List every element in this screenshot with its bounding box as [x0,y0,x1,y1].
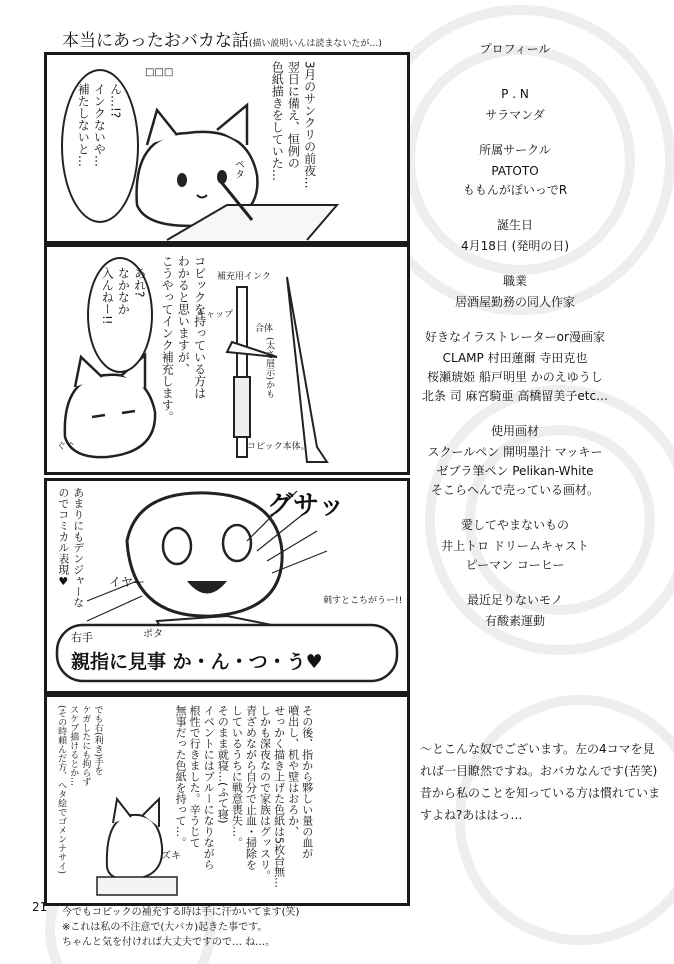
artists-label: 好きなイラストレーターor漫画家 [425,330,605,344]
comic-panel-4 [44,694,410,906]
circle-label: 所属サークル [479,143,551,157]
pen-name-label: P . N [501,87,529,101]
pen-name-value: サラマンダ [485,108,545,122]
panel-3-sfx-pota: ポタ [143,629,163,640]
panel-1-sfx-peta: ペタ [232,159,244,179]
loves-line-1: 井上トロ ドリームキャスト [441,539,589,553]
profile-heading: プロフィール [479,42,551,56]
artists-line-2: 桜瀬琥姫 船戸明里 かのえゆうし [427,370,603,384]
artists-line-3: 北条 司 麻宮騎亜 高橋留美子etc… [421,389,609,403]
artists-line-1: CLAMP 村田蓮爾 寺田克也 [442,351,588,365]
panel-3-sfx-iyaa: イヤー [109,575,146,589]
panel-2-label-ink: 補充用インク [217,272,271,282]
page-number: 21 [32,900,48,914]
birthday-value: 4月18日 (発明の日) [460,239,570,253]
panel-2-label-body: 合体 [255,324,274,334]
lacking-label: 最近足りないモノ [467,593,563,607]
strip-title-text: 本当にあったおバカな話 [62,31,249,50]
panel-2-label-note: (太さ展示)かも [264,337,275,399]
loves-label: 愛してやまないもの [460,518,569,532]
tools-line-2: ゼブラ筆ペン Pelikan-White [436,464,594,478]
panel-4-narration-2: でも右(利き)手を ケガしたにも拘らず スケブ描けるとか… (その時頼んだ方、へタ絵でゴメンナサイ) [56,705,103,875]
profile-column [380,40,650,647]
panel-2-speech: あれ? なかなか 入んねー!! [100,267,147,325]
panel-4-narration: その後、指から夥しい量の血が 噴出し、机や壁はおろか、 せっかく描き上げた色紙は5枚台無… しかも深夜なので家族はグッスリ。 青ざめながら自分で止血・掃除を しているうちに戦意喪失…。 そのまま就寝…(ふて寝) イベントにはブルーになりながら 根性で行きました。辛うじて 無事だった色紙を持って…。 [174,705,314,888]
comic-panel-3 [44,478,410,694]
panel-1-sfx-ddd: □□□ [145,67,174,78]
strip-title-note: (描い説明いんは読まないたが…) [248,39,382,49]
job-value: 居酒屋勤務の同人作家 [454,295,575,309]
tools-line-1: スクールペン 開明墨汁 マッキー [427,445,603,459]
panel-3-sfx-gusatsu: グサッ [267,491,345,521]
panel-2-narration: コピックを持っている方は わかると思いますが、 こうやってインク補充します。 [160,255,207,423]
circle-value-2: ももんがぽいっでR [462,183,568,197]
panel-2-label-copic: コピック本体。 [247,442,310,452]
tools-label: 使用画材 [490,424,539,438]
panel-2-sfx-gugu: ぐぐ [57,442,76,452]
caption-line-2: ※これは私の不注意で(大バカ)起きた事です。 [62,922,268,933]
comic-panel-2 [44,244,410,475]
comic-panel-1 [44,52,410,244]
tools-line-3: そこらへんで売っている画材。 [430,483,599,497]
loves-line-2: ピーマン コーヒー [465,558,565,572]
panel-3-big-text: 親指に見事 か・ん・つ・う♥ [71,651,323,673]
panel-2-label-cap: キャップ [197,310,234,320]
panel-1-narration: 3月のサンクリの前夜… 翌日に備え、恒例の 色紙描きをしていた… [270,61,317,189]
strip-title [62,26,407,50]
panel-1-speech: ん…!? インクないや… 補たしないと… [76,83,123,167]
panel-3-label-right-hand: 右手 [71,631,93,644]
caption-line-1: 今でもコピックの補充する時は手に汗かいてます(笑) [62,907,300,918]
job-label: 職業 [502,274,527,288]
birthday-label: 誕生日 [496,218,533,232]
lacking-value: 有酸素運動 [484,614,545,628]
panel-3-narration: あまりにもデンジャーな のでコミカル表現♥ [56,487,85,608]
caption-line-3: ちゃんと気を付ければ大丈夫ですので… ね…。 [62,937,276,948]
panel-3-side-note: 刺すとこちがうー!! [323,596,403,606]
circle-value-1: PATOTO [491,164,539,178]
closing-remarks: ～とこんな奴でございます。左の4コマを見れば一目瞭然ですね。おバカなんです(苦笑)昔から私のことを知っている方は慣れていますよね?あははっ… [420,742,661,822]
panel-4-sfx-zuki: ズキ [161,851,181,862]
